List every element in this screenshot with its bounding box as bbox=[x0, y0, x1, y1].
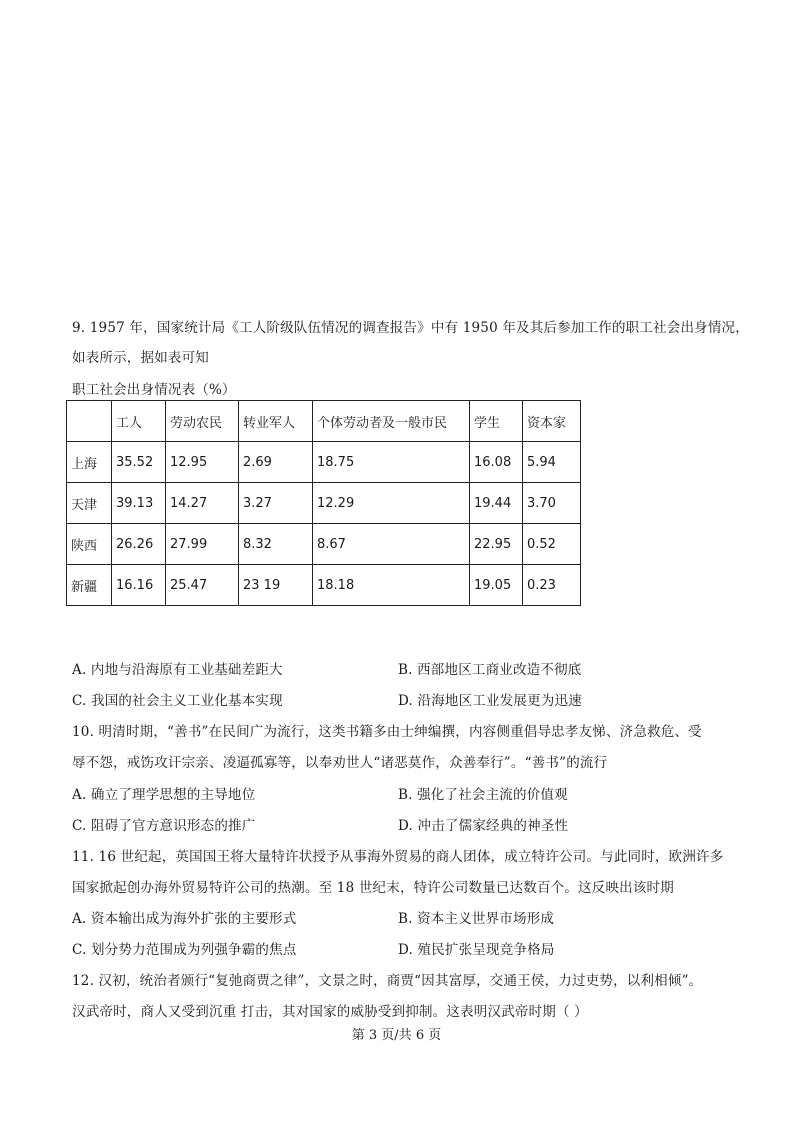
q9-option-b[interactable]: B. 西部地区工商业改造不彻底 bbox=[398, 662, 582, 678]
q11-option-a[interactable]: A. 资本输出成为海外扩张的主要形式 bbox=[72, 911, 297, 927]
q9-stem-line2: 如表所示，据如表可知 bbox=[72, 350, 209, 366]
table-header-cell: 工人 bbox=[112, 401, 166, 442]
table-cell: 3.27 bbox=[239, 483, 313, 524]
table-header-cell: 学生 bbox=[470, 401, 523, 442]
q10-option-b[interactable]: B. 强化了社会主流的价值观 bbox=[398, 787, 568, 803]
table-row bbox=[67, 524, 581, 565]
table-cell: 39.13 bbox=[112, 483, 166, 524]
table-header-cell: 资本家 bbox=[523, 401, 581, 442]
table-cell: 23 19 bbox=[239, 565, 313, 606]
table-cell: 3.70 bbox=[523, 483, 581, 524]
table-cell: 12.29 bbox=[313, 483, 470, 524]
table-cell: 8.67 bbox=[313, 524, 470, 565]
table-cell: 26.26 bbox=[112, 524, 166, 565]
table-cell: 上海 bbox=[67, 442, 112, 483]
table-cell: 新疆 bbox=[67, 565, 112, 606]
table-cell: 0.23 bbox=[523, 565, 581, 606]
table-cell: 5.94 bbox=[523, 442, 581, 483]
q12-stem-line1: 12. 汉初，统治者颁行“复弛商贾之律”，文景之时，商贾“因其富厚，交通王侯，力过吏势，以利相倾”。 bbox=[72, 973, 703, 989]
table-header-cell: 转业军人 bbox=[239, 401, 313, 442]
table-row bbox=[67, 442, 581, 483]
table-cell: 35.52 bbox=[112, 442, 166, 483]
table-cell: 0.52 bbox=[523, 524, 581, 565]
q10-option-c[interactable]: C. 阻碍了官方意识形态的推广 bbox=[72, 818, 256, 834]
table-header-cell bbox=[67, 401, 112, 442]
table-cell: 18.75 bbox=[313, 442, 470, 483]
q11-option-b[interactable]: B. 资本主义世界市场形成 bbox=[398, 911, 555, 927]
q12-stem-line2: 汉武帝时，商人又受到沉重 打击，其对国家的威胁受到抑制。这表明汉武帝时期（ ） bbox=[72, 1004, 588, 1020]
table-row bbox=[67, 483, 581, 524]
table-cell: 19.05 bbox=[470, 565, 523, 606]
q10-option-d[interactable]: D. 冲击了儒家经典的神圣性 bbox=[398, 818, 569, 834]
q11-option-d[interactable]: D. 殖民扩张呈现竞争格局 bbox=[398, 942, 555, 958]
q9-stem-line1: 9. 1957 年，国家统计局《工人阶级队伍情况的调查报告》中有 1950 年及其后参加工作的职工社会出身情况， bbox=[72, 320, 749, 336]
table-cell: 14.27 bbox=[166, 483, 239, 524]
table-cell: 22.95 bbox=[470, 524, 523, 565]
table-cell: 12.95 bbox=[166, 442, 239, 483]
page-number-footer: 第 3 页/共 6 页 bbox=[351, 1028, 442, 1043]
table-cell: 陕西 bbox=[67, 524, 112, 565]
table-header-cell: 劳动农民 bbox=[166, 401, 239, 442]
table-header-row bbox=[67, 401, 581, 442]
table-cell: 8.32 bbox=[239, 524, 313, 565]
table-cell: 2.69 bbox=[239, 442, 313, 483]
table-cell: 25.47 bbox=[166, 565, 239, 606]
q9-table-title: 职工社会出身情况表（%） bbox=[72, 382, 236, 398]
table-cell: 27.99 bbox=[166, 524, 239, 565]
q9-option-c[interactable]: C. 我国的社会主义工业化基本实现 bbox=[72, 693, 283, 709]
table-cell: 16.08 bbox=[470, 442, 523, 483]
q11-stem-line1: 11. 16 世纪起，英国国王将大量特许状授予从事海外贸易的商人团体，成立特许公司。与此同时，欧洲许多 bbox=[72, 849, 724, 865]
table-cell: 16.16 bbox=[112, 565, 166, 606]
table-header-cell: 个体劳动者及一般市民 bbox=[313, 401, 470, 442]
q9-option-d[interactable]: D. 沿海地区工业发展更为迅速 bbox=[398, 693, 582, 709]
table-cell: 19.44 bbox=[470, 483, 523, 524]
q10-stem-line2: 辱不怨，戒饬攻讦宗亲、凌逼孤寡等，以奉劝世人“诸恶莫作，众善奉行”。“善书”的流行 bbox=[72, 755, 608, 771]
q11-option-c[interactable]: C. 划分势力范围成为列强争霸的焦点 bbox=[72, 942, 297, 958]
social-origin-table bbox=[66, 400, 581, 606]
table-row bbox=[67, 565, 581, 606]
table-cell: 18.18 bbox=[313, 565, 470, 606]
q11-stem-line2: 国家掀起创办海外贸易特许公司的热潮。至 18 世纪末，特许公司数量已达数百个。这反映出该时期 bbox=[72, 880, 674, 896]
q10-stem-line1: 10. 明清时期，“善书”在民间广为流行，这类书籍多由士绅编撰，内容侧重倡导忠孝友悌、济急救危、受 bbox=[72, 724, 702, 740]
q10-option-a[interactable]: A. 确立了理学思想的主导地位 bbox=[72, 787, 256, 803]
q9-option-a[interactable]: A. 内地与沿海原有工业基础差距大 bbox=[72, 662, 283, 678]
table-cell: 天津 bbox=[67, 483, 112, 524]
